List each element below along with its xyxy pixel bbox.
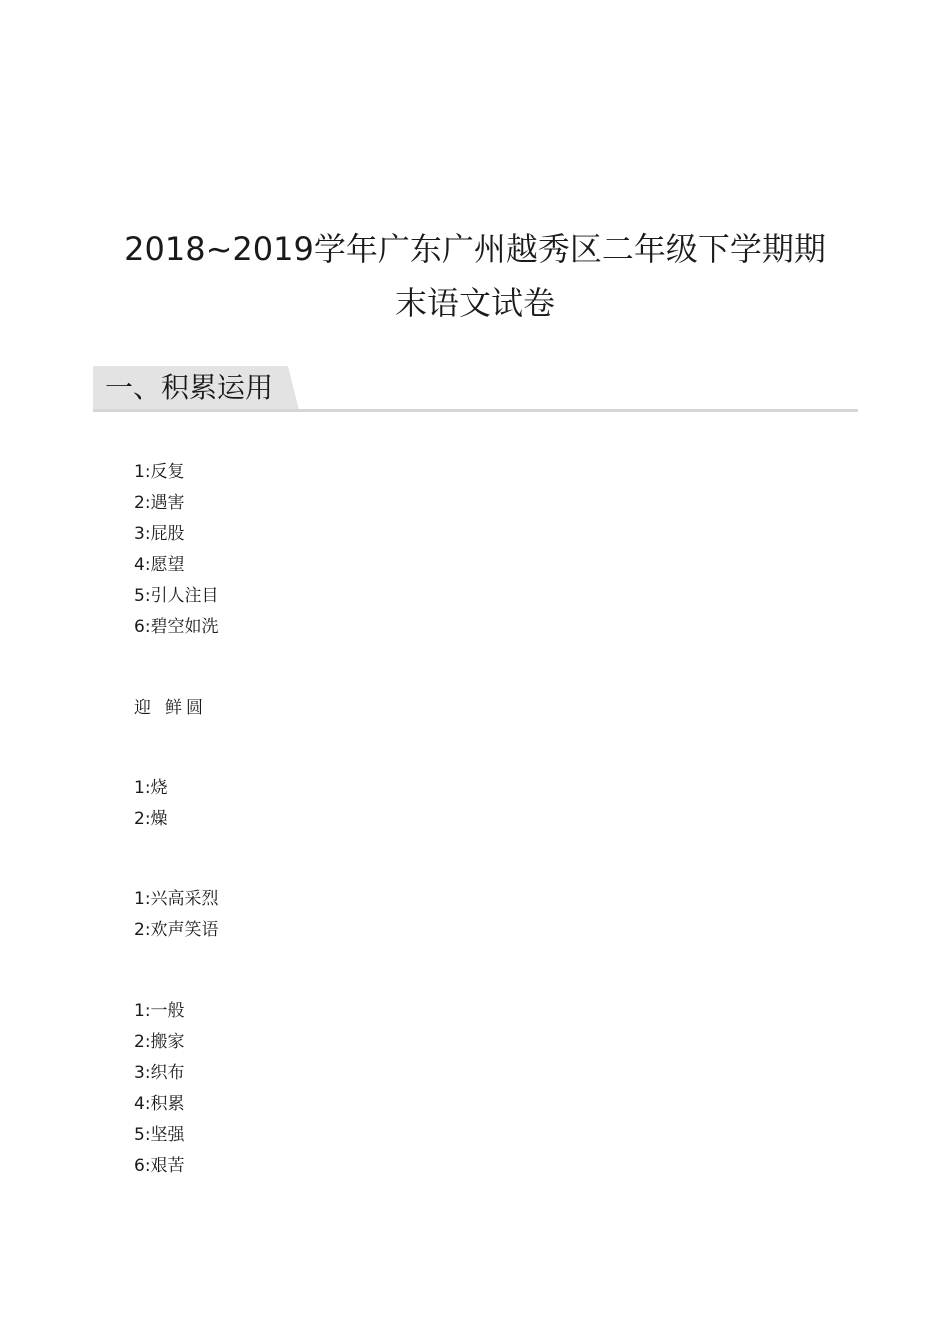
section-title: 一、积累运用 <box>105 371 274 404</box>
answer-item: 3:屁股 <box>134 524 185 544</box>
section-header <box>93 366 858 412</box>
answer-item: 5:引人注目 <box>134 586 219 606</box>
answer-item: 1:反复 <box>134 462 185 482</box>
answer-item: 2:搬家 <box>134 1032 185 1052</box>
answer-item: 1:兴高采烈 <box>134 889 219 909</box>
answer-item: 6:艰苦 <box>134 1156 185 1176</box>
answer-group-1 <box>134 457 219 643</box>
answer-char: 迎 <box>134 698 151 718</box>
answer-item: 2:燥 <box>134 809 168 829</box>
answer-group-2 <box>134 693 203 724</box>
answer-item: 5:坚强 <box>134 1125 185 1145</box>
answer-group-4 <box>134 884 219 946</box>
answer-item: 4:积累 <box>134 1094 185 1114</box>
answer-item: 3:织布 <box>134 1063 185 1083</box>
answer-item: 2:遇害 <box>134 493 185 513</box>
page-title-line-1: 2018~2019学年广东广州越秀区二年级下学期期 <box>124 230 826 268</box>
section-divider <box>93 409 858 412</box>
answer-char: 圆 <box>186 698 203 718</box>
answer-item: 2:欢声笑语 <box>134 920 219 940</box>
answer-item: 1:烧 <box>134 778 168 798</box>
answer-group-3 <box>134 773 168 835</box>
page-title <box>60 222 890 330</box>
answer-item: 1:一般 <box>134 1001 185 1021</box>
answer-item: 4:愿望 <box>134 555 185 575</box>
answer-item: 6:碧空如洗 <box>134 617 219 637</box>
answer-char: 鲜 <box>165 698 182 718</box>
page-title-line-2: 末语文试卷 <box>394 284 555 322</box>
answer-group-5 <box>134 996 185 1182</box>
